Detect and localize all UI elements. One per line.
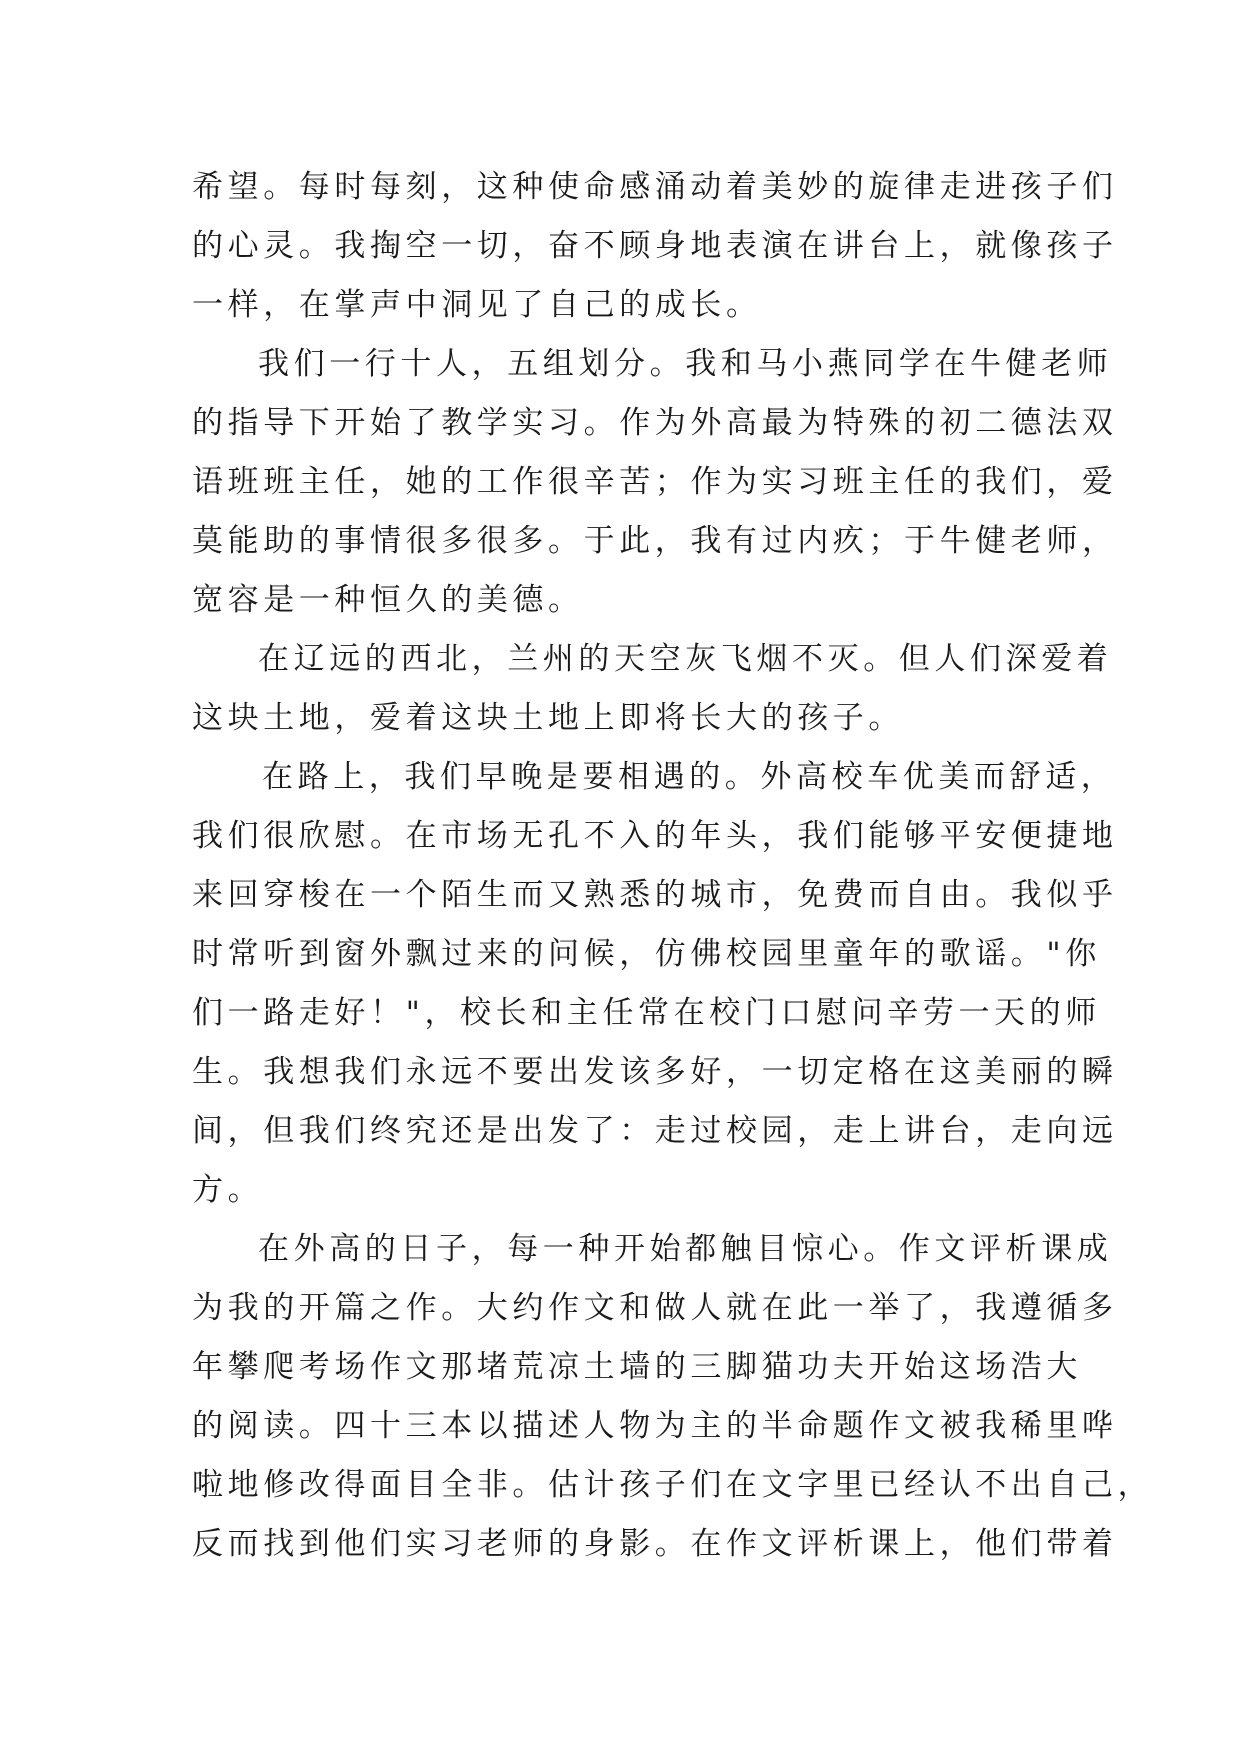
text-line: 的心灵。我掏空一切，奋不顾身地表演在讲台上，就像孩子: [192, 228, 1118, 264]
paragraph-start-line: 在辽远的西北，兰州的天空灰飞烟不灭。但人们深爱着: [258, 641, 1113, 677]
body-text: [192, 158, 1154, 1574]
text-line: 希望。每时每刻，这种使命感涌动着美妙的旋律走进孩子们: [192, 169, 1118, 205]
paragraph-start-line: 在外高的日子，每一种开始都触目惊心。作文评析课成: [258, 1231, 1113, 1267]
paragraph-start-line: 在路上，我们早晚是要相遇的。外高校车优美而舒适，: [262, 759, 1117, 795]
text-line: 一样，在掌声中洞见了自己的成长。: [192, 287, 762, 323]
text-line: 年攀爬考场作文那堵荒凉土墙的三脚猫功夫开始这场浩大: [192, 1349, 1082, 1385]
text-line: 为我的开篇之作。大约作文和做人就在此一举了，我遵循多: [192, 1290, 1118, 1326]
text-line: 宽容是一种恒久的美德。: [192, 582, 584, 618]
text-line: 的阅读。四十三本以描述人物为主的半命题作文被我稀里哗: [192, 1408, 1118, 1444]
text-line: 我们很欣慰。在市场无孔不入的年头，我们能够平安便捷地: [192, 818, 1118, 854]
text-line: 啦地修改得面目全非。估计孩子们在文字里已经认不出自己，: [192, 1467, 1154, 1503]
text-line: 反而找到他们实习老师的身影。在作文评析课上，他们带着: [192, 1526, 1118, 1562]
paragraph-start-line: 我们一行十人，五组划分。我和马小燕同学在牛健老师: [258, 346, 1113, 382]
text-line: 生。我想我们永远不要出发该多好，一切定格在这美丽的瞬: [192, 1054, 1118, 1090]
text-line: 语班班主任，她的工作很辛苦；作为实习班主任的我们，爱: [192, 464, 1118, 500]
text-line: 时常听到窗外飘过来的问候，仿佛校园里童年的歌谣。"你: [192, 936, 1101, 972]
text-line: 莫能助的事情很多很多。于此，我有过内疚；于牛健老师，: [192, 523, 1118, 559]
text-line: 们一路走好！"，校长和主任常在校门口慰问辛劳一天的师: [192, 995, 1101, 1031]
text-line: 这块土地，爱着这块土地上即将长大的孩子。: [192, 700, 904, 736]
text-line: 来回穿梭在一个陌生而又熟悉的城市，免费而自由。我似乎: [192, 877, 1118, 913]
text-line: 方。: [192, 1172, 264, 1208]
text-line: 的指导下开始了教学实习。作为外高最为特殊的初二德法双: [192, 405, 1118, 441]
text-line: 间，但我们终究还是出发了：走过校园，走上讲台，走向远: [192, 1113, 1118, 1149]
